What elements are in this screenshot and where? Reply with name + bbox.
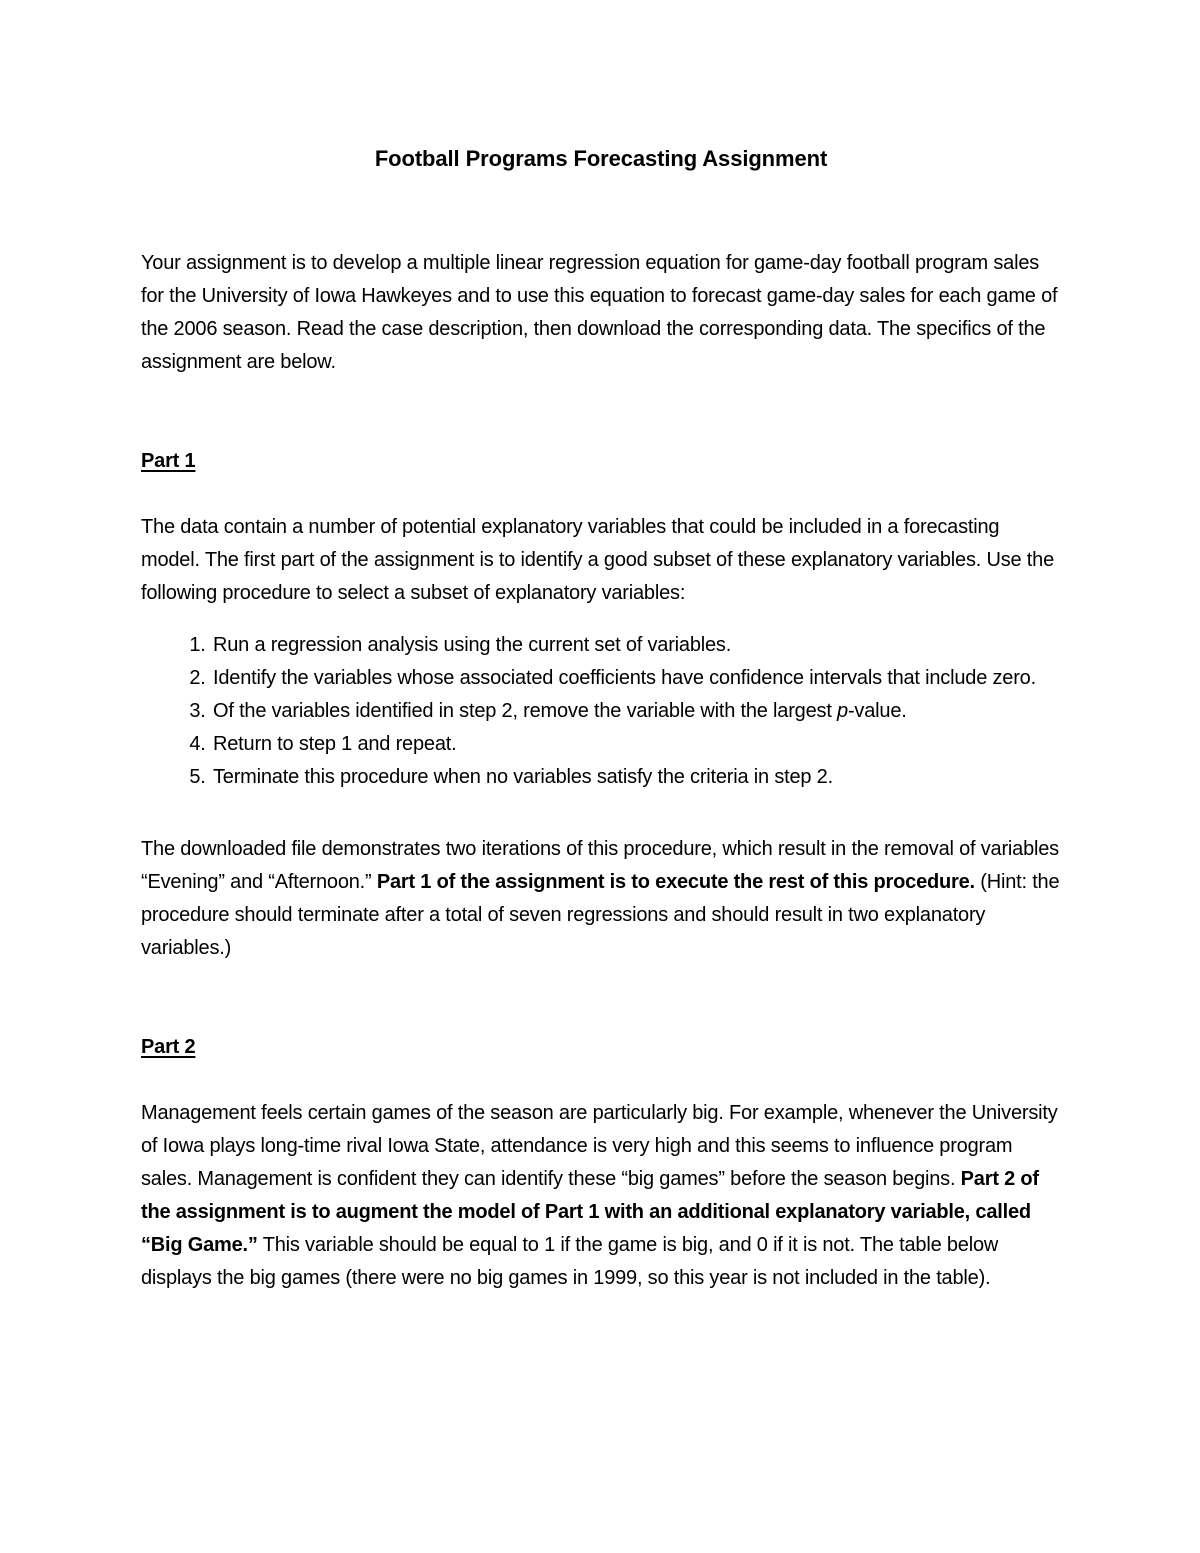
procedure-step [211,695,1061,728]
procedure-step-text: Return to step 1 and repeat. [213,733,457,755]
procedure-step-text: Run a regression analysis using the current set of variables. [213,634,732,656]
procedure-step [211,629,1061,662]
part1-hint-text: (Hint: the procedure should terminate after a total of seven regressions and should result in two explanatory variables.) [141,871,1060,959]
document-body [141,142,1061,1295]
part2-text: Management feels certain games of the season are particularly big. For example, whenever the University of Iowa plays long-time rival Iowa State, attendance is very high and this seems to influence program sales. Management is confident they can identify these “big games” before the season begins. [141,1102,1058,1190]
part2-task-bold: Part 2 of the assignment is to augment the model of Part 1 with an additional explanatory variable, called “Big Game.” [141,1168,1039,1256]
document-title: Football Programs Forecasting Assignment [374,146,828,171]
procedure-step-text: Terminate this procedure when no variables satisfy the criteria in step 2. [213,766,833,788]
procedure-step-suffix: -value. [847,700,907,722]
part1-heading: Part 1 [141,450,196,472]
procedure-step [211,662,1061,695]
part2-heading: Part 2 [141,1036,196,1058]
procedure-step-text: Identify the variables whose associated coefficients have confidence intervals that include zero. [213,667,1036,689]
procedure-step [211,728,1061,761]
p-value-italic: p [837,700,848,722]
procedure-steps-list [141,629,1061,794]
part2-text-continued: This variable should be equal to 1 if the game is big, and 0 if it is not. The table below displays the big games (there were no big games in 1999, so this year is not included in the table). [141,1234,999,1289]
part1-result-text: The downloaded file demonstrates two iterations of this procedure, which result in the removal of variables “Evening” and “Afternoon.” [141,838,1059,893]
intro-paragraph: Your assignment is to develop a multiple linear regression equation for game-day football program sales for the University of Iowa Hawkeyes and to use this equation to forecast game-day sales for each game of the 2006 season. Read the case description, then download the corresponding data. The specifics of the assignment are below. [141,252,1058,373]
procedure-step [211,761,1061,794]
procedure-step-text: Of the variables identified in step 2, remove the variable with the largest [213,700,838,722]
part1-result-paragraph [141,833,1061,965]
part2-paragraph [141,1097,1061,1295]
part1-task-bold: Part 1 of the assignment is to execute the rest of this procedure. [376,871,975,893]
part1-paragraph: The data contain a number of potential explanatory variables that could be included in a forecasting model. The first part of the assignment is to identify a good subset of these explanatory variables. Use the following procedure to select a subset of explanatory variables: [141,516,1054,604]
